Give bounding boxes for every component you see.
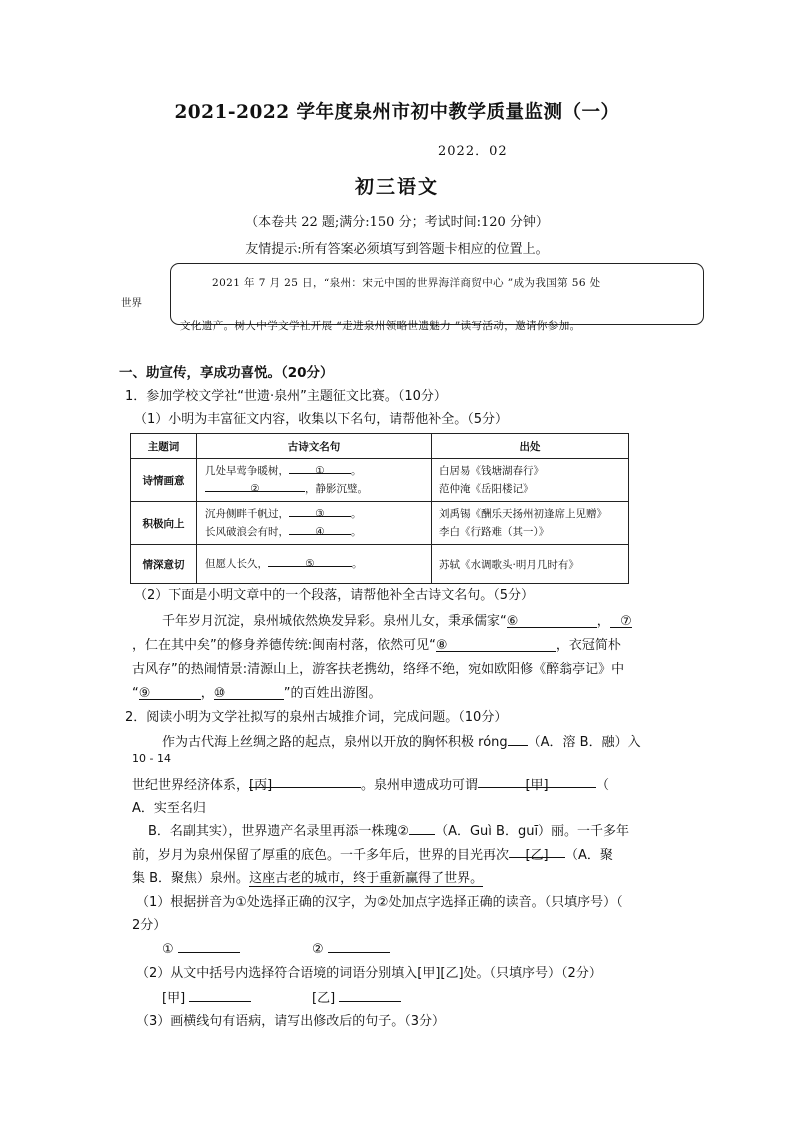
promo-line-1 [162, 731, 641, 750]
answer-blank[interactable] [189, 988, 251, 1002]
para-text: ， [596, 614, 610, 629]
promo-text: 作为古代海上丝绸之路的起点，泉州以开放的胸怀积极 róng [162, 735, 508, 750]
exam-tip: 友情提示:所有答案必须填写到答题卡相应的位置上。 [245, 242, 549, 257]
answer-label: ① [162, 942, 174, 957]
subject-title: 初三语文 [354, 176, 439, 198]
blank-number: ⑤ [305, 558, 315, 570]
blank-tag: [乙] [525, 848, 549, 863]
intro-line-2: 文化遗产。树人中学文学社开展 “走进泉州领略世遗魅力 ”读写活动，邀请你参加。 [180, 320, 581, 332]
promo-text: 集 B．聚焦）泉州。 [132, 871, 250, 886]
exam-title: 2021-2022 学年度泉州市初中教学质量监测（一） [174, 102, 620, 123]
question-2-1-points: 2分） [132, 918, 167, 933]
promo-text: 前，岁月为泉州保留了厚重的底色。一千多年后，世界的目光再次 [132, 848, 510, 863]
answer-line-4 [312, 987, 401, 1006]
source-cell: 苏轼《水调歌头·明月几时有》 [432, 545, 629, 584]
theme-cell: 积极向上 [131, 502, 197, 545]
question-1: 1．参加学校文学社“世遗·泉州”主题征文比赛。（10分） [125, 389, 447, 404]
para-line-1 [162, 610, 632, 629]
verse-cell [197, 459, 432, 502]
promo-text: （ [596, 778, 610, 793]
table-header-row [131, 434, 629, 459]
verse-text: 几处早莺争暖树， [205, 465, 289, 477]
verse-text: 沉舟侧畔千帆过， [205, 508, 289, 520]
para-text: “ [132, 686, 139, 701]
answer-line-1 [162, 939, 240, 957]
promo-line-3 [132, 774, 609, 793]
poem-table [130, 433, 629, 584]
answer-blank[interactable] [139, 686, 201, 700]
para-text: ”的百姓出游图。 [283, 686, 382, 701]
promo-text: （A．聚 [565, 848, 613, 863]
answer-blank[interactable] [289, 505, 351, 520]
answer-line-2 [312, 939, 390, 957]
question-2-1: （1）根据拼音为①处选择正确的汉字，为②处加点字选择正确的读音。（只填序号）（ [136, 895, 623, 910]
answer-blank[interactable] [507, 614, 597, 628]
underlined-sentence: 这座古老的城市，终于重新赢得了世界。 [249, 871, 484, 886]
para-line-3: 古风存”的热闹情景:清源山上，游客扶老携幼，络绎不绝，宛如欧阳修《醉翁亭记》中 [132, 662, 625, 677]
promo-text: 。泉州申遗成功可谓 [361, 778, 479, 793]
question-1-1: （1）小明为丰富征文内容，收集以下名句，请帮他补全。（5分） [134, 412, 509, 427]
verse-text: 。 [352, 558, 363, 570]
blank-number: ⑩ [213, 686, 226, 701]
answer-blank[interactable] [328, 939, 390, 953]
verse-cell [197, 502, 432, 545]
blank-number: ⑧ [435, 638, 448, 653]
answer-blank[interactable] [339, 988, 401, 1002]
blank-number: ⑨ [138, 686, 151, 701]
source-text: 白居易《钱塘湖春行》 [439, 465, 544, 477]
question-1-2: （2）下面是小明文章中的一个段落，请帮他补全古诗文名句。（5分） [134, 588, 535, 603]
blank-number: ⑦ [620, 614, 632, 629]
para-text: ， [200, 686, 214, 701]
blank-number: ③ [315, 508, 325, 520]
blank-number: ⑥ [506, 614, 519, 629]
table-header: 主题词 [131, 434, 197, 459]
answer-blank[interactable] [509, 844, 565, 863]
para-line-4 [132, 682, 382, 701]
answer-blank[interactable] [508, 732, 528, 746]
intro-world: 世界 [121, 297, 142, 309]
verse-text: 但愿人长久， [205, 558, 268, 570]
source-text: 刘禹锡《酬乐天扬州初逢席上见赠》 [439, 508, 607, 520]
blank-number: ② [250, 483, 260, 495]
intro-box [170, 263, 704, 325]
verse-text: 。 [351, 526, 362, 538]
answer-blank[interactable] [249, 774, 361, 793]
exam-info: （本卷共 22 题;满分:150 分；考试时间:120 分钟） [245, 215, 549, 230]
answer-label: [甲] [162, 991, 186, 1006]
promo-line-6 [132, 844, 613, 863]
answer-blank[interactable] [178, 939, 240, 953]
promo-line-7 [132, 867, 483, 886]
promo-text: 世纪世界经济体系， [132, 778, 250, 793]
verse-text: 。 [351, 465, 362, 477]
verse-text: 。 [351, 508, 362, 520]
answer-blank[interactable] [214, 686, 284, 700]
table-row [131, 502, 629, 545]
table-header: 出处 [432, 434, 629, 459]
exam-date: 2022．02 [438, 144, 508, 159]
promo-text: （A．Guì B．guī）丽。一千多年 [435, 824, 630, 839]
section-title: 一、助宣传，享成功喜悦。（20分） [119, 365, 334, 381]
promo-text: （A．溶 B．融）入 [527, 735, 641, 750]
answer-blank[interactable] [268, 555, 352, 570]
para-line-2 [132, 634, 621, 653]
answer-blank[interactable] [205, 480, 305, 495]
theme-cell: 诗情画意 [131, 459, 197, 502]
promo-line-4: A．实至名归 [132, 801, 206, 816]
question-2-3: （3）画横线句有语病，请写出修改后的句子。（3分） [136, 1014, 446, 1029]
answer-blank[interactable] [289, 462, 351, 477]
table-row [131, 459, 629, 502]
verse-text: 长风破浪会有时， [205, 526, 289, 538]
promo-line-5 [148, 820, 629, 839]
promo-text: B．名副其实），世界遗产名录里再添一株瑰② [148, 824, 410, 839]
verse-cell [197, 545, 432, 584]
table-header: 古诗文名句 [197, 434, 432, 459]
answer-blank[interactable] [610, 614, 632, 628]
para-text: 千年岁月沉淀，泉州城依然焕发异彩。泉州儿女，秉承儒家“ [162, 614, 507, 629]
para-text: ，仁在其中矣”的修身养德传统:闽南村落，依然可见“ [132, 638, 436, 653]
answer-blank[interactable] [478, 774, 596, 793]
promo-line-2: 10 - 14 [132, 752, 171, 765]
answer-label: ② [312, 942, 324, 957]
question-2-2: （2）从文中括号内选择符合语境的词语分别填入[甲][乙]处。（只填序号）（2分） [136, 966, 602, 981]
blank-number: ④ [315, 526, 325, 538]
intro-line-1: 2021 年 7 月 25 日，“泉州：宋元中国的世界海洋商贸中心 ”成为我国第 56 处 [212, 277, 601, 289]
table-row [131, 545, 629, 584]
answer-line-3 [162, 987, 251, 1006]
question-2: 2．阅读小明为文学社拟写的泉州古城推介词，完成问题。（10分） [125, 710, 508, 725]
blank-tag: [甲] [525, 778, 549, 793]
blank-tag: [丙] [249, 778, 273, 793]
verse-text: ，静影沉璧。 [305, 483, 368, 495]
answer-label: [乙] [312, 991, 336, 1006]
answer-blank[interactable] [409, 821, 435, 835]
blank-number: ① [315, 465, 325, 477]
para-text: ，衣冠简朴 [555, 638, 621, 653]
theme-cell: 情深意切 [131, 545, 197, 584]
answer-blank[interactable] [436, 638, 556, 652]
answer-blank[interactable] [289, 523, 351, 538]
source-text: 范仲淹《岳阳楼记》 [439, 483, 534, 495]
source-text: 李白《行路难（其一）》 [439, 526, 550, 538]
source-cell [432, 459, 629, 502]
source-cell [432, 502, 629, 545]
